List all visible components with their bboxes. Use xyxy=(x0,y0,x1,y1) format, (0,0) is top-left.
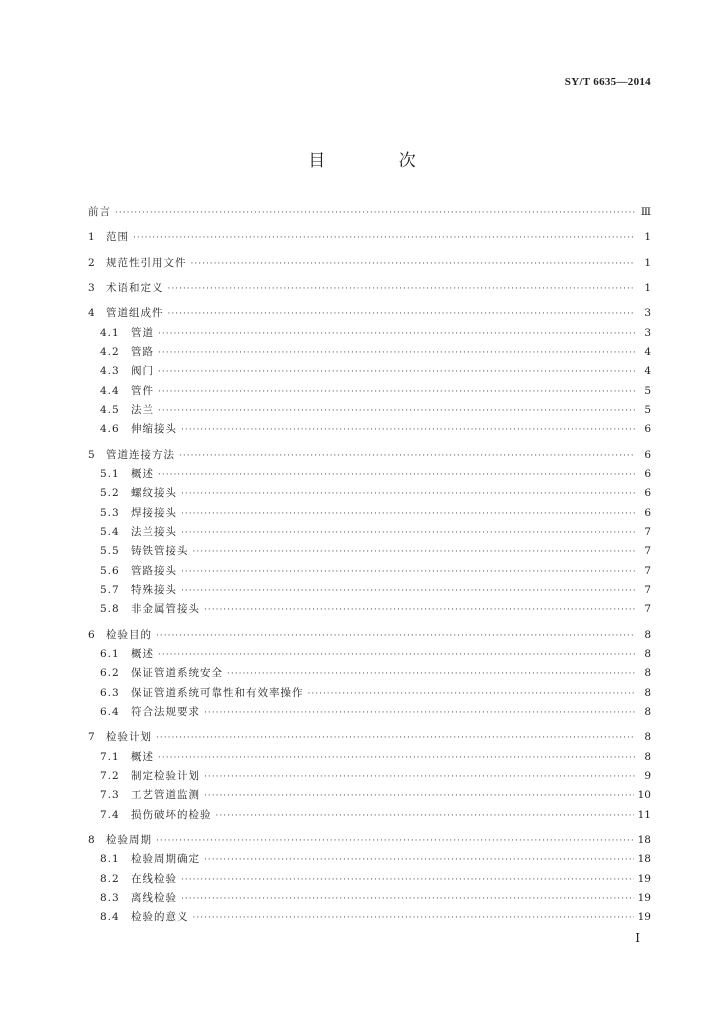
toc-entry-title: 制定检验计划 xyxy=(131,769,200,782)
toc-leader-dots xyxy=(193,909,634,928)
page-title: 目 次 xyxy=(308,151,450,171)
toc-entry-title: 检验目的 xyxy=(106,628,152,641)
toc-entry-title: 保证管道系统可靠性和有效率操作 xyxy=(131,686,304,699)
toc-entry-number: 4.6 xyxy=(100,423,120,436)
toc-entry-page: 7 xyxy=(644,583,651,596)
toc-entry-page: 5 xyxy=(644,384,651,397)
toc-entry-title: 检验的意义 xyxy=(131,911,189,924)
toc-leader-dots xyxy=(204,851,634,870)
toc-entry-page: 8 xyxy=(644,705,651,718)
toc-leader-dots xyxy=(158,402,635,421)
toc-entry-page: 8 xyxy=(644,750,651,763)
toc-entry-number: 4.2 xyxy=(100,345,120,358)
toc-entry-number: 4.4 xyxy=(100,384,120,397)
toc-entry[interactable] xyxy=(88,889,651,908)
toc-entry-number: 6.1 xyxy=(100,647,120,660)
toc-entry-title: 概述 xyxy=(131,647,154,660)
toc-entry-title: 概述 xyxy=(131,467,154,480)
toc-entry[interactable] xyxy=(88,523,651,542)
toc-leader-dots xyxy=(227,665,635,684)
toc-entry-title: 管道组成件 xyxy=(106,307,164,320)
toc-entry-title: 管路接头 xyxy=(131,564,177,577)
toc-entry-title: 离线检验 xyxy=(131,891,177,904)
toc-entry-number: 4.1 xyxy=(100,326,120,339)
toc-entry-page: 11 xyxy=(637,808,651,821)
toc-entry-title: 非金属管接头 xyxy=(131,603,200,616)
toc-entry-number: 7.1 xyxy=(100,750,120,763)
toc-leader-dots xyxy=(191,255,636,274)
toc-entry-title: 检验计划 xyxy=(106,731,152,744)
toc-leader-dots xyxy=(204,704,635,723)
toc-leader-dots xyxy=(158,749,635,768)
toc-entry-page: 19 xyxy=(637,872,651,885)
toc-entry-title: 管件 xyxy=(131,384,154,397)
toc-entry-page: 7 xyxy=(644,603,651,616)
toc-leader-dots xyxy=(158,363,635,382)
toc-entry-number: 5.3 xyxy=(100,506,120,519)
toc-leader-dots xyxy=(216,807,634,826)
toc-entry-number: 5.8 xyxy=(100,603,120,616)
toc-entry-number: 8 xyxy=(88,833,95,846)
toc-leader-dots xyxy=(168,305,636,324)
toc-entry[interactable] xyxy=(88,324,651,343)
toc-entry-page: 19 xyxy=(637,911,651,924)
toc-entry-title: 特殊接头 xyxy=(131,583,177,596)
toc-entry-number: 4.5 xyxy=(100,403,120,416)
toc-entry-title: 螺纹接头 xyxy=(131,487,177,500)
toc-leader-dots xyxy=(181,524,635,543)
toc-entry-page: 1 xyxy=(644,231,651,244)
toc-entry[interactable] xyxy=(88,542,651,561)
toc-leader-dots xyxy=(181,421,635,440)
toc-entry-title: 范围 xyxy=(106,231,129,244)
toc-entry-title: 铸铁管接头 xyxy=(131,545,189,558)
toc-entry[interactable] xyxy=(88,484,651,503)
toc-entry-title: 焊接接头 xyxy=(131,506,177,519)
toc-entry-title: 概述 xyxy=(131,750,154,763)
toc-entry-number: 2 xyxy=(88,256,95,269)
toc-entry-page: 8 xyxy=(644,731,651,744)
toc-leader-dots xyxy=(193,543,636,562)
toc-leader-dots xyxy=(181,871,634,890)
toc-entry[interactable] xyxy=(88,600,651,619)
toc-entry-number: 7.4 xyxy=(100,808,120,821)
toc-entry-title: 伸缩接头 xyxy=(131,423,177,436)
toc-entry[interactable] xyxy=(88,304,651,323)
toc-entry[interactable] xyxy=(88,228,651,247)
toc-entry[interactable] xyxy=(88,581,651,600)
toc-entry-title: 检验周期 xyxy=(106,833,152,846)
toc-entry[interactable] xyxy=(88,728,651,747)
toc-entry-number: 5.6 xyxy=(100,564,120,577)
toc-entry-title: 规范性引用文件 xyxy=(106,256,187,269)
toc-entry[interactable] xyxy=(88,684,651,703)
toc-leader-dots xyxy=(168,280,636,299)
toc-entry-page: 6 xyxy=(644,423,651,436)
toc-entry-page: 8 xyxy=(644,667,651,680)
toc-entry-page: 8 xyxy=(644,686,651,699)
toc-entry[interactable] xyxy=(88,870,651,889)
toc-entry[interactable] xyxy=(88,279,651,298)
toc-entry-number: 8.4 xyxy=(100,911,120,924)
toc-entry[interactable] xyxy=(88,504,651,523)
toc-entry[interactable] xyxy=(88,446,651,465)
toc-leader-dots xyxy=(308,685,636,704)
toc-entry-page: 3 xyxy=(644,307,651,320)
toc-entry[interactable] xyxy=(88,664,651,683)
toc-entry[interactable] xyxy=(88,806,651,825)
toc-leader-dots xyxy=(156,729,635,748)
toc-leader-dots xyxy=(181,563,635,582)
toc-entry-number: 7 xyxy=(88,731,95,744)
toc-entry[interactable] xyxy=(88,831,651,850)
toc-entry-number: 1 xyxy=(88,231,95,244)
toc-leader-dots xyxy=(158,383,635,402)
toc-entry[interactable] xyxy=(88,767,651,786)
toc-entry-title: 保证管道系统安全 xyxy=(131,667,223,680)
toc-entry-page: 7 xyxy=(644,525,651,538)
toc-entry[interactable] xyxy=(88,362,651,381)
toc-entry-page: 18 xyxy=(637,833,651,846)
toc-entry-page: 8 xyxy=(644,628,651,641)
toc-entry-title: 管道 xyxy=(131,326,154,339)
toc-entry[interactable] xyxy=(88,562,651,581)
toc-entry-title: 工艺管道监测 xyxy=(131,789,200,802)
toc-leader-dots xyxy=(181,582,635,601)
toc-entry-number: 5.4 xyxy=(100,525,120,538)
toc-entry-number: 5.2 xyxy=(100,487,120,500)
standard-code: SY/T 6635—2014 xyxy=(564,76,651,88)
toc-entry-page: 8 xyxy=(644,647,651,660)
toc-entry-number: 5.7 xyxy=(100,583,120,596)
toc-entry[interactable] xyxy=(88,703,651,722)
toc-entry-number: 8.1 xyxy=(100,853,120,866)
toc-entry-title: 阀门 xyxy=(131,365,154,378)
toc-entry[interactable] xyxy=(88,645,651,664)
toc-entry-page: 4 xyxy=(644,365,651,378)
toc-entry-title: 法兰 xyxy=(131,403,154,416)
toc-entry-title: 术语和定义 xyxy=(106,281,164,294)
toc-entry-title: 符合法规要求 xyxy=(131,705,200,718)
toc-entry-number: 6 xyxy=(88,628,95,641)
toc-entry-number: 3 xyxy=(88,281,95,294)
toc-entry[interactable] xyxy=(88,382,651,401)
toc-entry-page: 1 xyxy=(644,281,651,294)
toc-entry-number: 5.5 xyxy=(100,545,120,558)
toc-leader-dots xyxy=(204,787,634,806)
toc-entry[interactable] xyxy=(88,254,651,273)
toc-entry-number: 5.1 xyxy=(100,467,120,480)
toc-entry[interactable] xyxy=(88,401,651,420)
toc-leader-dots xyxy=(133,229,635,248)
toc-entry-page: 7 xyxy=(644,545,651,558)
toc-entry-number: 4.3 xyxy=(100,365,120,378)
toc-entry-title: 管道连接方法 xyxy=(106,448,175,461)
toc-entry[interactable] xyxy=(88,908,651,927)
toc-leader-dots xyxy=(179,447,635,466)
toc-leader-dots xyxy=(181,505,635,524)
toc-entry-page: 4 xyxy=(644,345,651,358)
toc-entry[interactable] xyxy=(88,850,651,869)
toc-entry-page: 18 xyxy=(637,853,651,866)
toc-leader-dots xyxy=(158,646,635,665)
toc-entry-page: 10 xyxy=(637,789,651,802)
toc-entry[interactable] xyxy=(88,748,651,767)
toc-entry-number: 6.3 xyxy=(100,686,120,699)
toc-entry-page: 6 xyxy=(644,448,651,461)
toc-entry-page: 9 xyxy=(644,769,651,782)
toc-entry-number: 7.2 xyxy=(100,769,120,782)
toc-entry-title: 法兰接头 xyxy=(131,525,177,538)
toc-entry-number: 7.3 xyxy=(100,789,120,802)
toc-entry[interactable] xyxy=(88,465,651,484)
toc-entry-number: 4 xyxy=(88,307,95,320)
toc-entry-page: 6 xyxy=(644,506,651,519)
toc-entry-number: 6.2 xyxy=(100,667,120,680)
toc-entry-title: 损伤破坏的检验 xyxy=(131,808,212,821)
page-number: Ⅰ xyxy=(635,931,640,945)
toc-entry-number: 5 xyxy=(88,448,95,461)
toc-leader-dots xyxy=(158,466,635,485)
toc-leader-dots xyxy=(158,325,635,344)
table-of-contents xyxy=(88,203,651,927)
toc-entry[interactable] xyxy=(88,626,651,645)
toc-entry-page: 1 xyxy=(644,256,651,269)
toc-leader-dots xyxy=(204,601,635,620)
toc-entry-page: 7 xyxy=(644,564,651,577)
toc-entry[interactable] xyxy=(88,343,651,362)
toc-entry-title: 检验周期确定 xyxy=(131,853,200,866)
toc-entry-page: 19 xyxy=(637,891,651,904)
toc-leader-dots xyxy=(158,344,635,363)
toc-leader-dots xyxy=(115,204,635,223)
toc-entry-number: 8.3 xyxy=(100,891,120,904)
toc-entry-number: 6.4 xyxy=(100,705,120,718)
toc-entry[interactable] xyxy=(88,420,651,439)
toc-leader-dots xyxy=(181,890,634,909)
toc-entry-page: 5 xyxy=(644,403,651,416)
toc-entry-page: 3 xyxy=(644,326,651,339)
toc-entry-title: 管路 xyxy=(131,345,154,358)
toc-leader-dots xyxy=(156,832,634,851)
toc-entry-title: 在线检验 xyxy=(131,872,177,885)
toc-entry[interactable] xyxy=(88,203,651,222)
toc-entry-page: 6 xyxy=(644,467,651,480)
toc-leader-dots xyxy=(156,627,635,646)
toc-entry-page: 6 xyxy=(644,487,651,500)
toc-entry[interactable] xyxy=(88,786,651,805)
toc-leader-dots xyxy=(181,485,635,504)
toc-leader-dots xyxy=(204,768,635,787)
toc-entry-title: 前言 xyxy=(88,206,111,218)
toc-entry-number: 8.2 xyxy=(100,872,120,885)
toc-entry-page: Ⅲ xyxy=(640,206,651,218)
